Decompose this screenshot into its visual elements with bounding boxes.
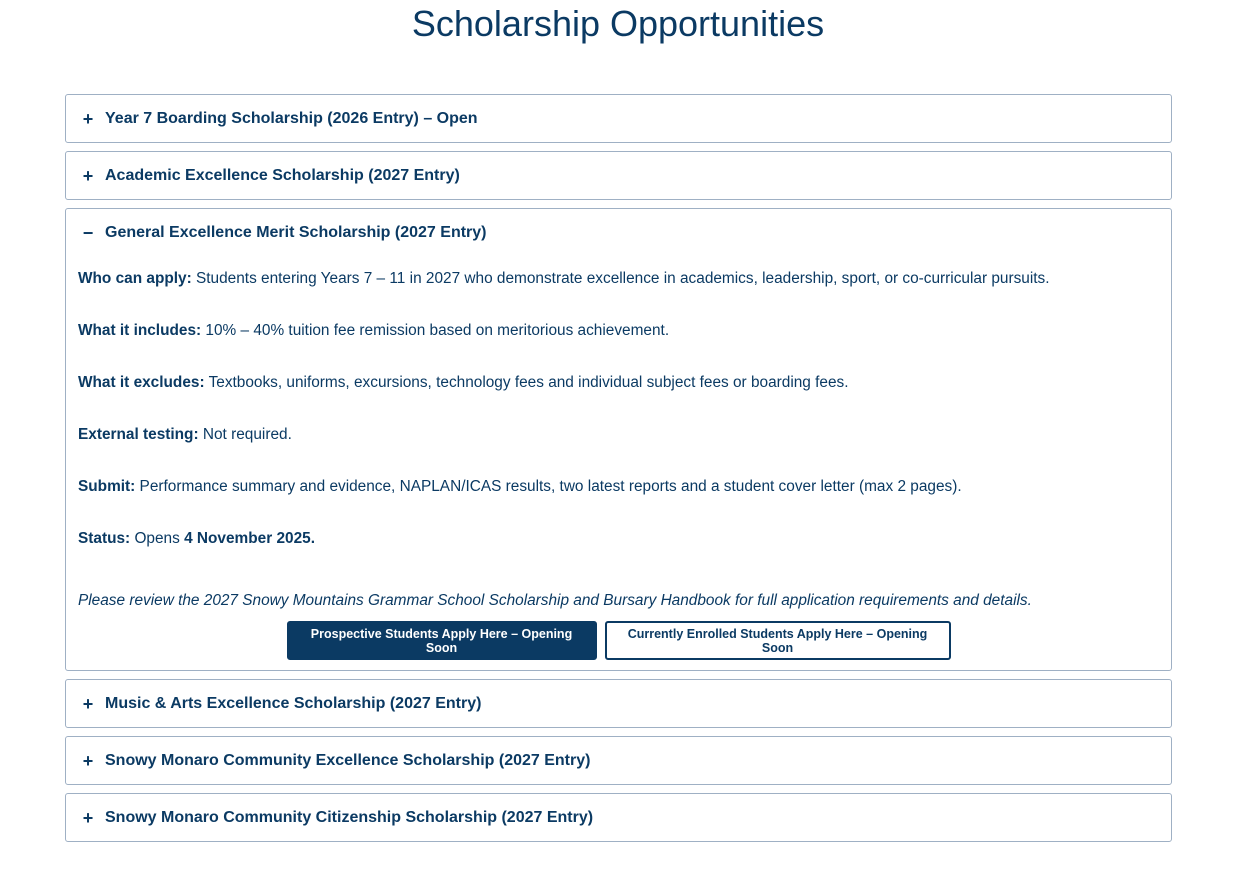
scholarship-accordion bbox=[65, 94, 1172, 850]
accordion-title: Music & Arts Excellence Scholarship (2027 Entry) bbox=[105, 694, 482, 712]
what-it-includes-text: 10% – 40% tuition fee remission based on meritorious achievement. bbox=[201, 322, 670, 339]
plus-icon: + bbox=[82, 807, 94, 828]
handbook-note: Please review the 2027 Snowy Mountains Grammar School Scholarship and Bursary Handbook for full application requirements and details. bbox=[78, 592, 1032, 609]
accordion-title: Academic Excellence Scholarship (2027 Entry) bbox=[105, 166, 460, 184]
plus-icon: + bbox=[82, 693, 94, 714]
prospective-students-apply-button[interactable]: Prospective Students Apply Here – Opening Soon bbox=[287, 621, 597, 660]
accordion-header-year7-boarding[interactable] bbox=[66, 95, 1171, 142]
plus-icon: + bbox=[82, 165, 94, 186]
accordion-item-academic-excellence bbox=[65, 151, 1172, 200]
status-text: Opens bbox=[130, 530, 185, 547]
accordion-item-community-citizenship bbox=[65, 793, 1172, 842]
accordion-header-community-excellence[interactable] bbox=[66, 737, 1171, 784]
accordion-header-academic-excellence[interactable] bbox=[66, 152, 1171, 199]
accordion-title: Year 7 Boarding Scholarship (2026 Entry) – Open bbox=[105, 109, 478, 127]
accordion-title: General Excellence Merit Scholarship (2027 Entry) bbox=[105, 223, 487, 241]
what-it-excludes-row bbox=[78, 373, 1159, 393]
plus-icon: + bbox=[82, 750, 94, 771]
status-label: Status: bbox=[78, 530, 131, 547]
accordion-panel-general-excellence bbox=[66, 269, 1171, 670]
external-testing-text: Not required. bbox=[198, 426, 292, 443]
accordion-item-general-excellence bbox=[65, 208, 1172, 671]
what-it-includes-row bbox=[78, 321, 1159, 341]
who-can-apply-label: Who can apply: bbox=[78, 270, 192, 287]
submit-label: Submit: bbox=[78, 478, 136, 495]
what-it-includes-label: What it includes: bbox=[78, 322, 202, 339]
submit-row bbox=[78, 477, 1159, 497]
accordion-item-community-excellence bbox=[65, 736, 1172, 785]
apply-button-row bbox=[78, 621, 1159, 660]
who-can-apply-text: Students entering Years 7 – 11 in 2027 who demonstrate excellence in academics, leadership, sport, or co-curricular pursuits. bbox=[191, 270, 1050, 287]
status-date: 4 November 2025. bbox=[184, 530, 315, 547]
accordion-title: Snowy Monaro Community Excellence Scholarship (2027 Entry) bbox=[105, 751, 591, 769]
external-testing-label: External testing: bbox=[78, 426, 199, 443]
accordion-header-general-excellence[interactable] bbox=[66, 209, 1171, 256]
accordion-title: Snowy Monaro Community Citizenship Scholarship (2027 Entry) bbox=[105, 808, 594, 826]
page-title: Scholarship Opportunities bbox=[411, 3, 825, 44]
accordion-item-music-arts bbox=[65, 679, 1172, 728]
status-row bbox=[78, 529, 1159, 549]
who-can-apply-row bbox=[78, 269, 1159, 289]
what-it-excludes-text: Textbooks, uniforms, excursions, technology fees and individual subject fees or boarding fees. bbox=[204, 374, 849, 391]
accordion-header-music-arts[interactable] bbox=[66, 680, 1171, 727]
external-testing-row bbox=[78, 425, 1159, 445]
plus-icon: + bbox=[82, 108, 94, 129]
submit-text: Performance summary and evidence, NAPLAN/ICAS results, two latest reports and a student cover letter (max 2 pages). bbox=[135, 478, 962, 495]
minus-icon: − bbox=[82, 222, 94, 243]
accordion-item-year7-boarding bbox=[65, 94, 1172, 143]
enrolled-students-apply-button[interactable]: Currently Enrolled Students Apply Here – Opening Soon bbox=[605, 621, 951, 660]
accordion-header-community-citizenship[interactable] bbox=[66, 794, 1171, 841]
what-it-excludes-label: What it excludes: bbox=[78, 374, 205, 391]
